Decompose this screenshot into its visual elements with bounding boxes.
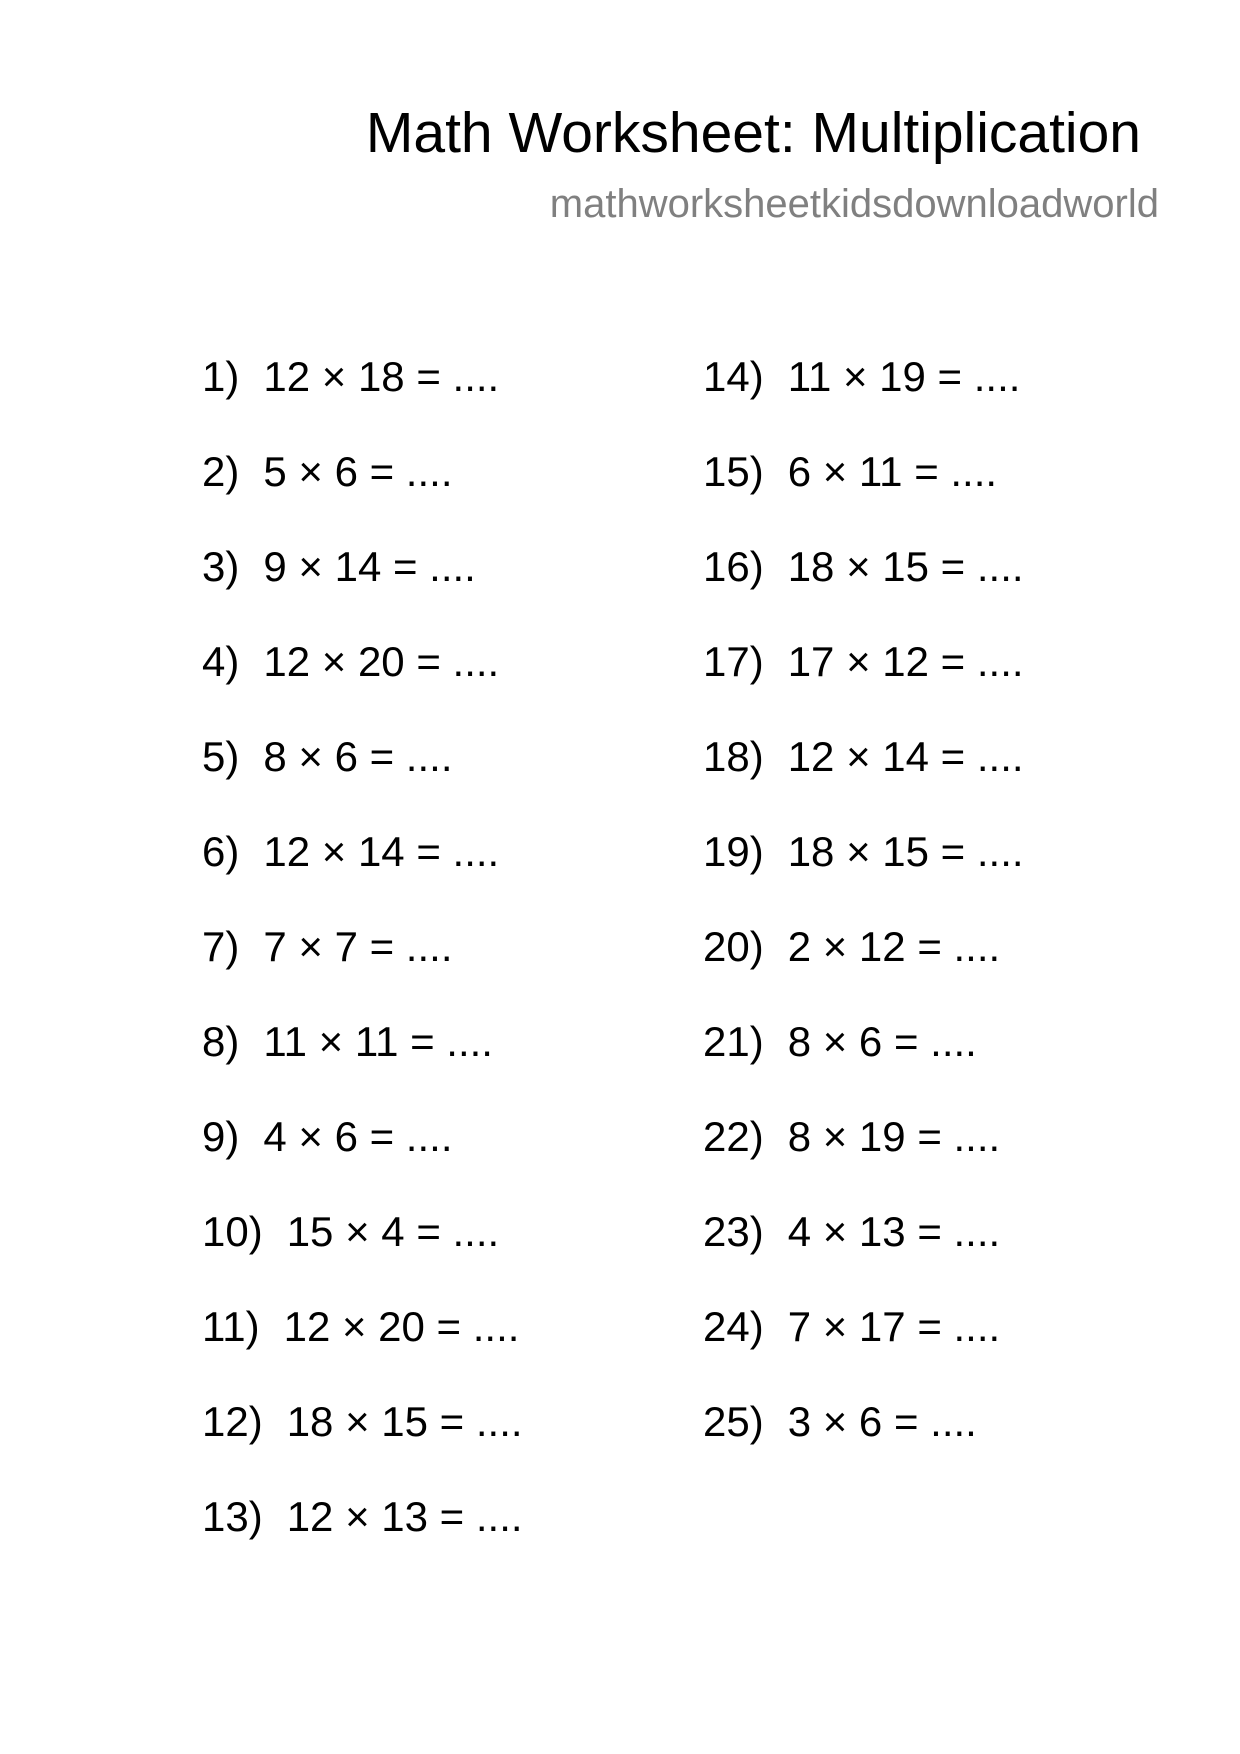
problem-number: 21) (703, 1018, 764, 1065)
problem-expression: 18 × 15 = .... (787, 828, 1024, 875)
problem-expression: 5 × 6 = .... (263, 448, 453, 495)
problem-number: 16) (703, 543, 764, 590)
problem-item (202, 1492, 523, 1587)
problem-expression: 17 × 12 = .... (787, 638, 1024, 685)
problem-item (703, 827, 1024, 922)
problem-number: 25) (703, 1398, 764, 1445)
problem-item (703, 1112, 1024, 1207)
problem-number: 1) (202, 353, 240, 400)
problem-number: 5) (202, 733, 240, 780)
problem-number: 19) (703, 828, 764, 875)
problem-item (703, 1302, 1024, 1397)
problem-item (703, 732, 1024, 827)
problem-item (202, 637, 523, 732)
problem-number: 3) (202, 543, 240, 590)
problem-expression: 8 × 6 = .... (787, 1018, 977, 1065)
problem-item (202, 1207, 523, 1302)
problem-number: 13) (202, 1493, 263, 1540)
problem-number: 18) (703, 733, 764, 780)
problem-item (703, 352, 1024, 447)
problem-item (202, 922, 523, 1017)
worksheet-title: Math Worksheet: Multiplication (365, 101, 1141, 165)
problem-expression: 12 × 20 = .... (283, 1303, 520, 1350)
problem-item (202, 447, 523, 542)
problem-expression: 12 × 18 = .... (263, 353, 500, 400)
problem-item (703, 542, 1024, 637)
problem-column-right (703, 352, 1024, 1492)
problem-number: 22) (703, 1113, 764, 1160)
problem-number: 10) (202, 1208, 263, 1255)
problem-item (202, 1112, 523, 1207)
problem-expression: 8 × 6 = .... (263, 733, 453, 780)
problem-expression: 3 × 6 = .... (787, 1398, 977, 1445)
problem-number: 11) (202, 1303, 260, 1350)
worksheet-subtitle: mathworksheetkidsdownloadworld (549, 182, 1159, 226)
problem-item (703, 447, 1024, 542)
problem-number: 17) (703, 638, 764, 685)
problem-item (703, 1017, 1024, 1112)
problem-item (703, 637, 1024, 732)
problem-expression: 12 × 20 = .... (263, 638, 500, 685)
problem-number: 6) (202, 828, 240, 875)
problem-item (703, 922, 1024, 1017)
problem-expression: 9 × 14 = .... (263, 543, 476, 590)
problem-item (202, 1017, 523, 1112)
problem-expression: 12 × 14 = .... (787, 733, 1024, 780)
problem-expression: 8 × 19 = .... (787, 1113, 1001, 1160)
problem-number: 15) (703, 448, 764, 495)
problem-number: 12) (202, 1398, 263, 1445)
problem-expression: 18 × 15 = .... (286, 1398, 523, 1445)
problem-expression: 7 × 7 = .... (263, 923, 453, 970)
problem-number: 14) (703, 353, 764, 400)
problem-expression: 4 × 13 = .... (787, 1208, 1001, 1255)
problem-item (703, 1207, 1024, 1302)
problem-expression: 11 × 19 = .... (787, 353, 1021, 400)
problem-expression: 15 × 4 = .... (286, 1208, 500, 1255)
problem-item (202, 1302, 523, 1397)
problem-number: 23) (703, 1208, 764, 1255)
problem-number: 20) (703, 923, 764, 970)
problem-number: 7) (202, 923, 240, 970)
problem-expression: 6 × 11 = .... (787, 448, 998, 495)
problem-item (202, 827, 523, 922)
problem-expression: 7 × 17 = .... (787, 1303, 1001, 1350)
problem-expression: 11 × 11 = .... (263, 1018, 493, 1065)
problem-number: 24) (703, 1303, 764, 1350)
problem-number: 9) (202, 1113, 240, 1160)
problem-expression: 2 × 12 = .... (787, 923, 1001, 970)
problem-expression: 4 × 6 = .... (263, 1113, 453, 1160)
problem-item (202, 1397, 523, 1492)
problem-expression: 12 × 14 = .... (263, 828, 500, 875)
problem-number: 8) (202, 1018, 240, 1065)
problem-number: 4) (202, 638, 240, 685)
problem-item (202, 542, 523, 637)
problem-item (202, 732, 523, 827)
problem-expression: 12 × 13 = .... (286, 1493, 523, 1540)
problem-expression: 18 × 15 = .... (787, 543, 1024, 590)
problem-item (202, 352, 523, 447)
problem-column-left (202, 352, 523, 1587)
problem-item (703, 1397, 1024, 1492)
problem-number: 2) (202, 448, 240, 495)
